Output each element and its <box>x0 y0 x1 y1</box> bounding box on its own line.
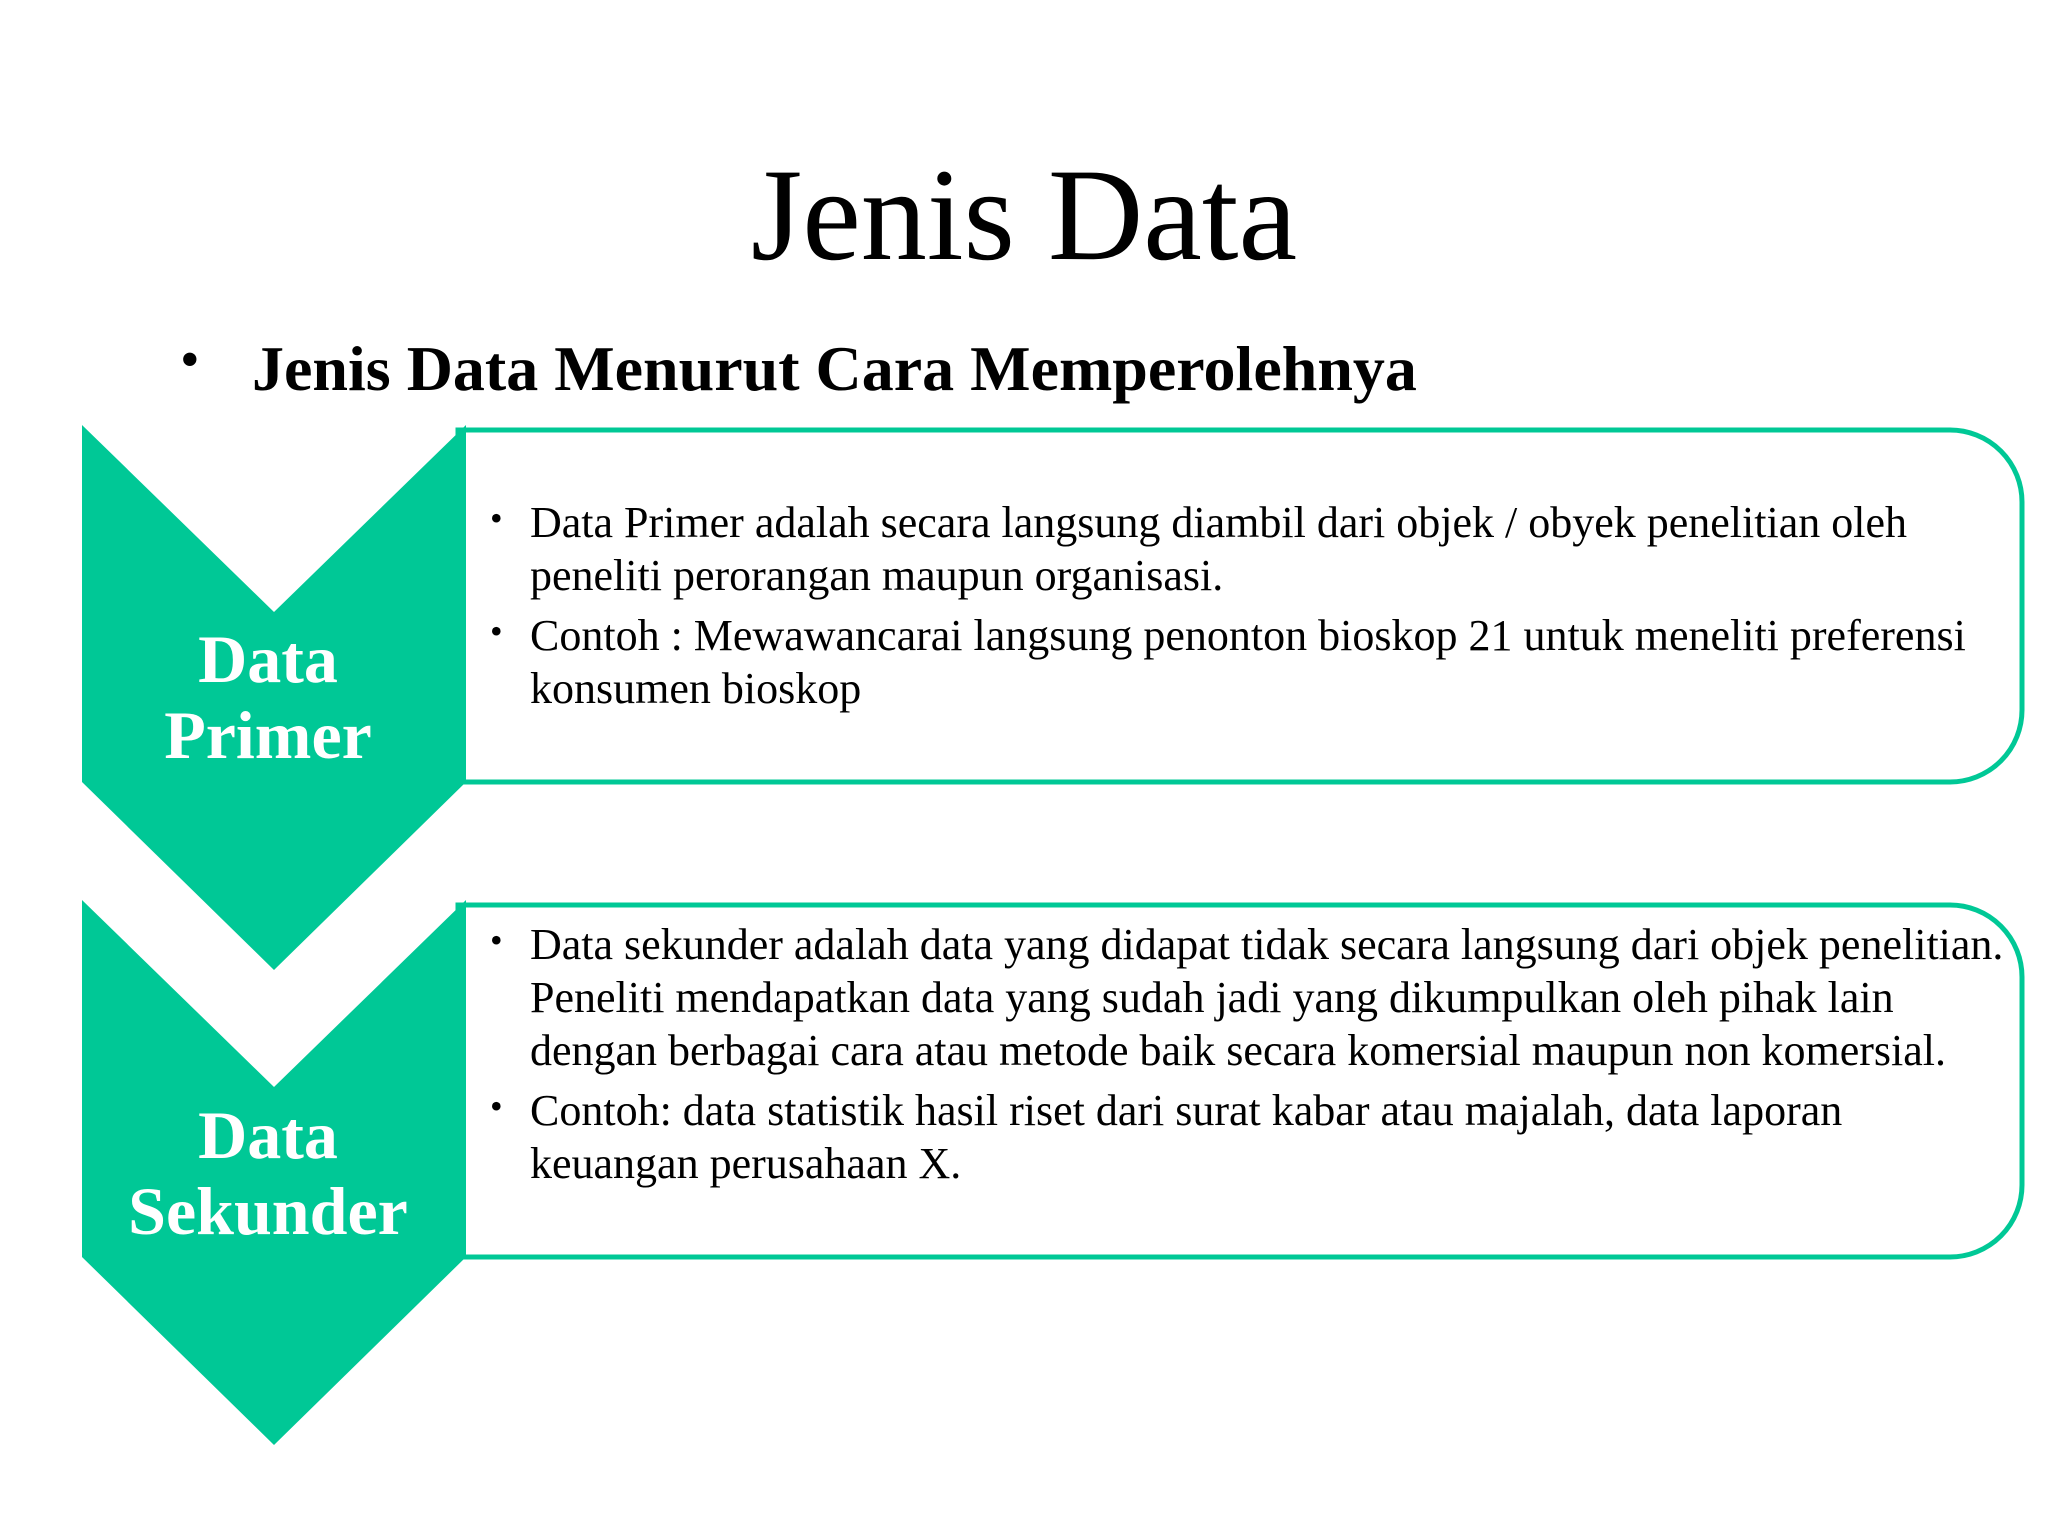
label-line: Primer <box>164 697 372 773</box>
bullet-text: Contoh : Mewawancarai langsung penonton bioskop 21 untuk meneliti preferensi konsumen bioskop <box>530 611 1966 713</box>
bullet-text: Data Primer adalah secara langsung diambil dari objek / obyek penelitian oleh peneliti perorangan maupun organisasi. <box>530 498 1907 600</box>
content-list-primer <box>490 496 2010 722</box>
label-line: Data <box>198 1097 338 1173</box>
bullet-dot: • <box>490 920 503 960</box>
bullet-dot: • <box>490 1086 503 1126</box>
label-line: Sekunder <box>128 1173 408 1249</box>
bullet-text: Contoh: data statistik hasil riset dari surat kabar atau majalah, data laporan keuangan perusahaan X. <box>530 1086 1843 1188</box>
subtitle-text: Jenis Data Menurut Cara Memperolehnya <box>252 333 1417 404</box>
bullet-dot: • <box>180 329 200 391</box>
chevron-label-sekunder <box>82 1097 454 1249</box>
bullet-dot: • <box>490 498 503 538</box>
content-bullet-item <box>490 918 2010 1077</box>
bullet-text: Data sekunder adalah data yang didapat tidak secara langsung dari objek penelitian. Peneliti mendapatkan data yang sudah jadi yang dikumpulkan oleh pihak lain dengan berbagai cara atau metode baik secara komersial maupun non komersial. <box>530 920 2004 1075</box>
bullet-dot: • <box>490 611 503 651</box>
content-list-sekunder <box>490 918 2010 1197</box>
slide-title: Jenis Data <box>750 141 1298 288</box>
label-line: Data <box>198 621 338 697</box>
chevron-label-primer <box>82 621 454 773</box>
content-bullet-item <box>490 496 2010 602</box>
content-bullet-item <box>490 609 2010 715</box>
content-bullet-item <box>490 1084 2010 1190</box>
